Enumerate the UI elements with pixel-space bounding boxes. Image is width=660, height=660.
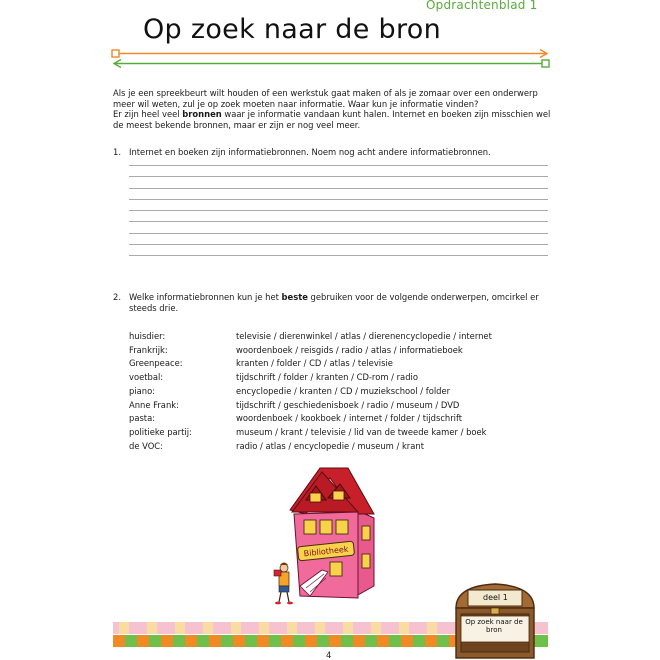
topic-options[interactable]: televisie / dierenwinkel / atlas / dierenencyclopedie / internet — [236, 331, 492, 341]
page-number: 4 — [326, 651, 332, 660]
question-2-text: Welke informatiebronnen kun je het beste gebruiken voor de volgende onderwerpen, omcirkel er steeds drie. — [129, 292, 539, 313]
topic-options[interactable]: radio / atlas / encyclopedie / museum / krant — [236, 440, 424, 451]
topic-subject: Greenpeace: — [129, 358, 183, 369]
topic-subject: Frankrijk: — [129, 344, 168, 355]
green-arrow-left — [110, 58, 552, 70]
topic-list — [129, 330, 492, 453]
answer-lines — [129, 165, 548, 267]
topic-subject: Anne Frank: — [129, 399, 179, 410]
topic-subject: voetbal: — [129, 372, 164, 383]
library-sign-text: Bibliotheek — [303, 544, 349, 559]
intro-text — [113, 88, 553, 130]
answer-line[interactable] — [129, 221, 548, 222]
chest-part-label: deel 1 — [483, 593, 508, 602]
answer-line[interactable] — [129, 255, 548, 256]
intro-paragraph-1: Als je een spreekbeurt wilt houden of een werkstuk gaat maken of als je zomaar over een onderwerp meer wil weten, zul je op zoek moeten naar informatie. Waar kun je informatie vinden? — [113, 88, 538, 109]
topic-options[interactable]: woordenboek / kookboek / internet / folder / tijdschrift — [236, 413, 463, 424]
answer-line[interactable] — [129, 176, 548, 177]
answer-line[interactable] — [129, 165, 548, 166]
topic-subject: politieke partij: — [129, 426, 192, 437]
answer-line[interactable] — [129, 233, 548, 234]
topic-options[interactable]: encyclopedie / kranten / CD / muziekschool / folder — [236, 385, 451, 396]
topic-row — [129, 330, 492, 344]
topic-options[interactable]: tijdschrift / folder / kranten / CD-rom / radio — [236, 372, 418, 383]
question-2-number: 2. — [113, 292, 121, 302]
chest-title-label: Op zoek naar de bron — [465, 618, 523, 634]
topic-subject: piano: — [129, 385, 156, 396]
library-house-illustration — [270, 466, 390, 608]
topic-row — [129, 426, 492, 440]
topic-row — [129, 412, 492, 426]
topic-row — [129, 344, 492, 358]
answer-line[interactable] — [129, 210, 548, 211]
topic-subject: huisdier: — [129, 331, 166, 341]
topic-options[interactable]: tijdschrift / geschiedenisboek / radio / museum / DVD — [236, 399, 460, 410]
topic-row — [129, 399, 492, 413]
page-title: Op zoek naar de bron — [143, 14, 441, 45]
topic-options[interactable]: woordenboek / reisgids / radio / atlas / informatieboek — [236, 344, 463, 355]
topic-row — [129, 385, 492, 399]
topic-subject: pasta: — [129, 413, 156, 424]
topic-row — [129, 371, 492, 385]
topic-row — [129, 357, 492, 371]
topic-row — [129, 440, 492, 454]
topic-subject: de VOC: — [129, 440, 163, 451]
intro-paragraph-2: Er zijn heel veel bronnen waar je informatie vandaan kunt halen. Internet en boeken zijn misschien wel de meest bekende bronnen, maar er zijn er nog veel meer. — [113, 109, 551, 130]
sheet-label: Opdrachtenblad 1 — [426, 0, 538, 12]
answer-line[interactable] — [129, 188, 548, 189]
answer-line[interactable] — [129, 244, 548, 245]
topic-options[interactable]: museum / krant / televisie / lid van de tweede kamer / boek — [236, 426, 487, 437]
topic-options[interactable]: kranten / folder / CD / atlas / televisie — [236, 358, 393, 369]
question-1-text: Internet en boeken zijn informatiebronnen. Noem nog acht andere informatiebronnen. — [129, 147, 491, 157]
answer-line[interactable] — [129, 199, 548, 200]
question-1-number: 1. — [113, 147, 121, 157]
